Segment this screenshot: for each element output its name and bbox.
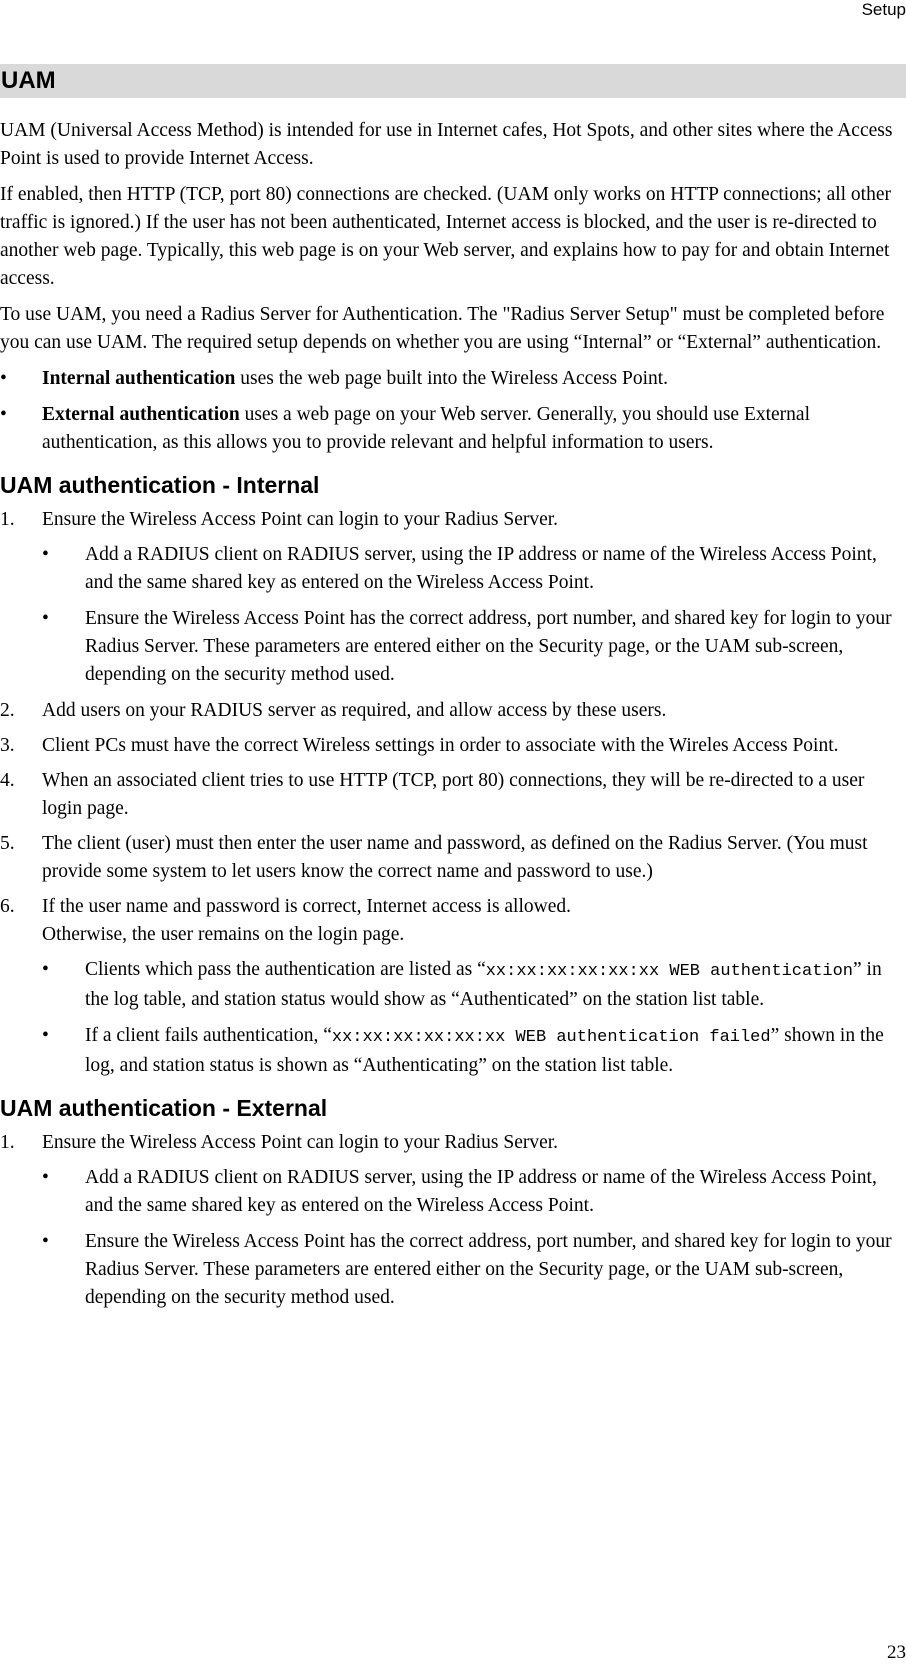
page-number: 23 xyxy=(887,1642,906,1663)
bullet-marker: • xyxy=(42,1167,49,1188)
sub-bullet xyxy=(0,1228,906,1312)
section-title: UAM xyxy=(1,67,56,94)
step-text: Add users on your RADIUS server as required, and allow access by these users. xyxy=(42,700,667,721)
definition: uses the web page built into the Wireless Access Point. xyxy=(235,368,669,389)
sub-bullet xyxy=(0,1164,906,1220)
log-message-code: xx:xx:xx:xx:xx:xx WEB authentication xyxy=(485,962,853,981)
text-after-code: ” shown in the log, and station status is shown as “Authenticating” on the station list table. xyxy=(85,1025,884,1076)
step-text-continued: Otherwise, the user remains on the login page. xyxy=(42,924,405,945)
step-text: The client (user) must then enter the user name and password, as defined on the Radius Server. (You must provide some system to let users know the correct name and password to use.) xyxy=(42,833,868,882)
log-message-code: xx:xx:xx:xx:xx:xx WEB authentication failed xyxy=(331,1028,771,1047)
intro-paragraph: If enabled, then HTTP (TCP, port 80) connections are checked. (UAM only works on HTTP connections; all other traffic is ignored.) If the user has not been authenticated, Internet access is blocked, and the user is re-directed to another web page. Typically, this web page is on your Web server, and explains how to pay for and obtain Internet access. xyxy=(0,184,892,289)
sub-bullet xyxy=(0,541,906,597)
step-text: Ensure the Wireless Access Point can login to your Radius Server. xyxy=(42,509,559,530)
step-number: 3. xyxy=(0,735,15,756)
body-content xyxy=(0,117,906,1320)
step-number: 5. xyxy=(0,833,15,854)
step-text: Ensure the Wireless Access Point can login to your Radius Server. xyxy=(42,1132,559,1153)
bullet-marker: • xyxy=(0,368,7,389)
sub-bullet xyxy=(0,605,906,689)
subheading-external: UAM authentication - External xyxy=(0,1095,328,1121)
sub-bullet xyxy=(0,1022,906,1080)
step-number: 4. xyxy=(0,770,15,791)
bullet-marker: • xyxy=(42,1025,49,1046)
step-number: 6. xyxy=(0,896,15,917)
text-before-code: If a client fails authentication, “ xyxy=(85,1025,332,1046)
bullet-marker: • xyxy=(42,544,49,565)
definition: uses a web page on your Web server. Generally, you should use External authentication, as this allows you to provide relevant and helpful information to users. xyxy=(42,404,810,453)
step-text: If the user name and password is correct, Internet access is allowed. xyxy=(42,896,572,917)
step-item xyxy=(0,732,906,760)
sub-bullet-text: Add a RADIUS client on RADIUS server, using the IP address or name of the Wireless Access Point, and the same shared key as entered on the Wireless Access Point. xyxy=(85,544,877,593)
text-before-code: Clients which pass the authentication are listed as “ xyxy=(85,959,486,980)
step-item xyxy=(0,893,906,949)
running-header: Setup xyxy=(861,0,906,19)
step-number: 1. xyxy=(0,1132,15,1153)
list-item-internal-auth xyxy=(0,365,906,393)
step-item xyxy=(0,506,906,534)
sub-bullet-text: Ensure the Wireless Access Point has the correct address, port number, and shared key for login to your Radius Server. These parameters are entered either on the Security page, or the UAM sub-screen, depending on the security method used. xyxy=(85,1231,892,1308)
intro-paragraph: To use UAM, you need a Radius Server for Authentication. The "Radius Server Setup" must be completed before you can use UAM. The required setup depends on whether you are using “Internal” or “External” authentication. xyxy=(0,304,885,353)
bullet-marker: • xyxy=(42,1231,49,1252)
term: Internal authentication xyxy=(42,368,236,389)
step-text: When an associated client tries to use HTTP (TCP, port 80) connections, they will be re-directed to a user login page. xyxy=(42,770,865,819)
sub-bullet-text: Add a RADIUS client on RADIUS server, using the IP address or name of the Wireless Access Point, and the same shared key as entered on the Wireless Access Point. xyxy=(85,1167,877,1216)
step-number: 1. xyxy=(0,509,15,530)
step-number: 2. xyxy=(0,700,15,721)
bullet-marker: • xyxy=(0,404,7,425)
text-after-code: ” in the log table, and station status would show as “Authenticated” on the station list table. xyxy=(85,959,882,1010)
section-heading-bar xyxy=(0,64,906,98)
list-item-external-auth xyxy=(0,401,906,457)
sub-bullet-text: Ensure the Wireless Access Point has the correct address, port number, and shared key for login to your Radius Server. These parameters are entered either on the Security page, or the UAM sub-screen, depending on the security method used. xyxy=(85,608,892,685)
subheading-internal: UAM authentication - Internal xyxy=(0,472,320,498)
bullet-marker: • xyxy=(42,959,49,980)
step-item xyxy=(0,830,906,886)
bullet-marker: • xyxy=(42,608,49,629)
step-text: Client PCs must have the correct Wireless settings in order to associate with the Wireles Access Point. xyxy=(42,735,839,756)
step-item xyxy=(0,1129,906,1157)
step-item xyxy=(0,697,906,725)
step-item xyxy=(0,767,906,823)
sub-bullet xyxy=(0,956,906,1014)
term: External authentication xyxy=(42,404,240,425)
intro-paragraph: UAM (Universal Access Method) is intended for use in Internet cafes, Hot Spots, and other sites where the Access Point is used to provide Internet Access. xyxy=(0,120,893,169)
